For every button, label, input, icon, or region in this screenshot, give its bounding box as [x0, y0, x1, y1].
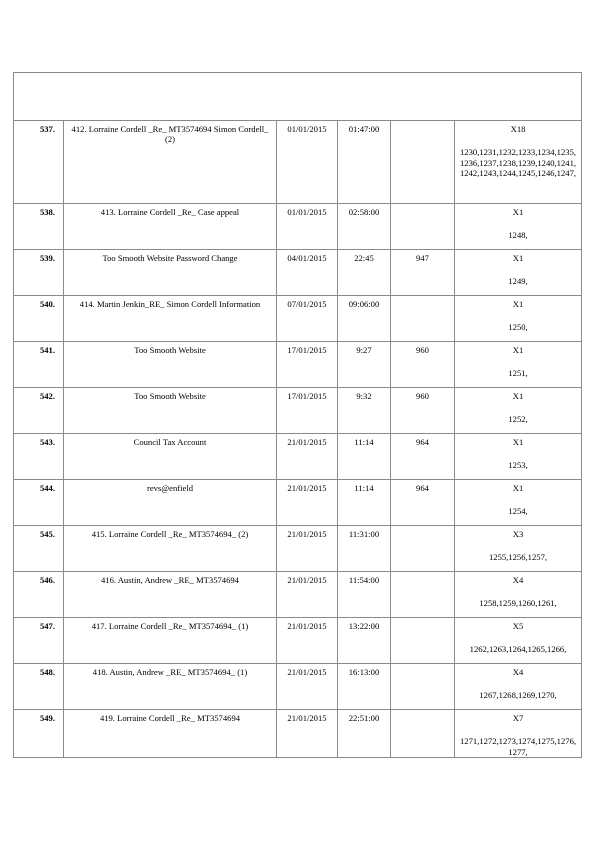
item-title: 414. Martin Jenkin_RE_ Simon Cordell Information — [64, 296, 277, 342]
item-title: Council Tax Account — [64, 434, 277, 480]
item-date: 01/01/2015 — [277, 204, 338, 250]
item-time: 09:06:00 — [338, 296, 391, 342]
page-count: X1 — [512, 207, 524, 217]
item-number: 539. — [14, 250, 64, 296]
item-number: 543. — [14, 434, 64, 480]
item-title: 419. Lorraine Cordell _Re_ MT3574694 — [64, 710, 277, 758]
item-title: 415. Lorraine Cordell _Re_ MT3574694_ (2) — [64, 526, 277, 572]
item-title: revs@enfield — [64, 480, 277, 526]
table-row — [14, 710, 582, 758]
item-time: 22:45 — [338, 250, 391, 296]
item-date: 21/01/2015 — [277, 664, 338, 710]
item-reference — [391, 526, 455, 572]
item-date: 04/01/2015 — [277, 250, 338, 296]
item-number: 546. — [14, 572, 64, 618]
page-numbers: 1267,1268,1269,1270, — [479, 690, 557, 701]
item-pages-cell — [455, 121, 582, 204]
item-date: 21/01/2015 — [277, 526, 338, 572]
item-date: 21/01/2015 — [277, 618, 338, 664]
item-pages-cell — [455, 250, 582, 296]
item-pages-cell — [455, 204, 582, 250]
table-row — [14, 664, 582, 710]
item-reference — [391, 121, 455, 204]
page-numbers: 1251, — [508, 368, 528, 379]
item-time: 02:58:00 — [338, 204, 391, 250]
table-body — [14, 73, 582, 758]
item-title: Too Smooth Website — [64, 388, 277, 434]
page-count: X1 — [512, 483, 524, 493]
item-time: 01:47:00 — [338, 121, 391, 204]
page-count: X1 — [512, 299, 524, 309]
item-reference — [391, 204, 455, 250]
item-date: 07/01/2015 — [277, 296, 338, 342]
table-row — [14, 388, 582, 434]
item-number: 540. — [14, 296, 64, 342]
page-numbers: 1255,1256,1257, — [489, 552, 548, 563]
item-title: 418. Austin, Andrew _RE_ MT3574694_ (1) — [64, 664, 277, 710]
item-time: 9:27 — [338, 342, 391, 388]
page-numbers: 1248, — [508, 230, 528, 241]
page-count: X1 — [512, 253, 524, 263]
item-reference: 964 — [391, 434, 455, 480]
item-title: Too Smooth Website Password Change — [64, 250, 277, 296]
item-title: 417. Lorraine Cordell _Re_ MT3574694_ (1) — [64, 618, 277, 664]
item-date: 21/01/2015 — [277, 710, 338, 758]
item-time: 11:14 — [338, 480, 391, 526]
page-count: X1 — [512, 437, 524, 447]
table-row — [14, 296, 582, 342]
page-numbers: 1252, — [508, 414, 528, 425]
item-pages-cell — [455, 296, 582, 342]
page-numbers: 1254, — [508, 506, 528, 517]
page-numbers: 1258,1259,1260,1261, — [479, 598, 557, 609]
item-reference — [391, 296, 455, 342]
item-number: 548. — [14, 664, 64, 710]
page-count: X7 — [512, 713, 524, 723]
item-time: 11:14 — [338, 434, 391, 480]
item-reference: 947 — [391, 250, 455, 296]
page-numbers: 1271,1272,1273,1274,1275,1276,1277, — [460, 736, 577, 757]
item-reference — [391, 710, 455, 758]
item-pages-cell — [455, 710, 582, 758]
table-row — [14, 342, 582, 388]
item-number: 538. — [14, 204, 64, 250]
page-count: X1 — [512, 345, 524, 355]
table-row — [14, 480, 582, 526]
page-numbers: 1253, — [508, 460, 528, 471]
item-number: 549. — [14, 710, 64, 758]
table-row — [14, 250, 582, 296]
table-row — [14, 434, 582, 480]
item-number: 547. — [14, 618, 64, 664]
item-time: 13:22:00 — [338, 618, 391, 664]
item-reference — [391, 664, 455, 710]
item-title: 413. Lorraine Cordell _Re_ Case appeal — [64, 204, 277, 250]
blank-header-cell — [14, 73, 582, 121]
table-row — [14, 526, 582, 572]
item-time: 11:31:00 — [338, 526, 391, 572]
page-count: X18 — [510, 124, 526, 134]
table-row — [14, 572, 582, 618]
item-number: 537. — [14, 121, 64, 204]
item-date: 21/01/2015 — [277, 572, 338, 618]
table-row — [14, 618, 582, 664]
item-title: 412. Lorraine Cordell _Re_ MT3574694 Simon Cordell_ (2) — [64, 121, 277, 204]
item-pages-cell — [455, 526, 582, 572]
item-pages-cell — [455, 434, 582, 480]
item-reference: 960 — [391, 388, 455, 434]
page-count: X1 — [512, 391, 524, 401]
evidence-table — [13, 72, 582, 758]
item-time: 11:54:00 — [338, 572, 391, 618]
item-pages-cell — [455, 480, 582, 526]
blank-header-row — [14, 73, 582, 121]
item-number: 541. — [14, 342, 64, 388]
item-time: 22:51:00 — [338, 710, 391, 758]
item-pages-cell — [455, 388, 582, 434]
item-title: 416. Austin, Andrew _RE_ MT3574694 — [64, 572, 277, 618]
item-pages-cell — [455, 664, 582, 710]
table-row — [14, 204, 582, 250]
item-time: 16:13:00 — [338, 664, 391, 710]
item-reference: 964 — [391, 480, 455, 526]
table-row — [14, 121, 582, 204]
item-date: 17/01/2015 — [277, 342, 338, 388]
item-date: 01/01/2015 — [277, 121, 338, 204]
page-numbers: 1249, — [508, 276, 528, 287]
page-count: X4 — [512, 575, 524, 585]
item-date: 21/01/2015 — [277, 434, 338, 480]
page-count: X5 — [512, 621, 524, 631]
item-title: Too Smooth Website — [64, 342, 277, 388]
page-numbers: 1230,1231,1232,1233,1234,1235,1236,1237,1238,1239,1240,1241,1242,1243,1244,1245,1246,1247, — [460, 147, 577, 178]
page-count: X3 — [512, 529, 524, 539]
page-numbers: 1250, — [508, 322, 528, 333]
item-reference: 960 — [391, 342, 455, 388]
item-time: 9:32 — [338, 388, 391, 434]
item-date: 17/01/2015 — [277, 388, 338, 434]
item-number: 542. — [14, 388, 64, 434]
item-reference — [391, 618, 455, 664]
item-number: 544. — [14, 480, 64, 526]
item-number: 545. — [14, 526, 64, 572]
item-date: 21/01/2015 — [277, 480, 338, 526]
item-pages-cell — [455, 618, 582, 664]
item-reference — [391, 572, 455, 618]
page-numbers: 1262,1263,1264,1265,1266, — [469, 644, 567, 655]
item-pages-cell — [455, 342, 582, 388]
item-pages-cell — [455, 572, 582, 618]
page-count: X4 — [512, 667, 524, 677]
